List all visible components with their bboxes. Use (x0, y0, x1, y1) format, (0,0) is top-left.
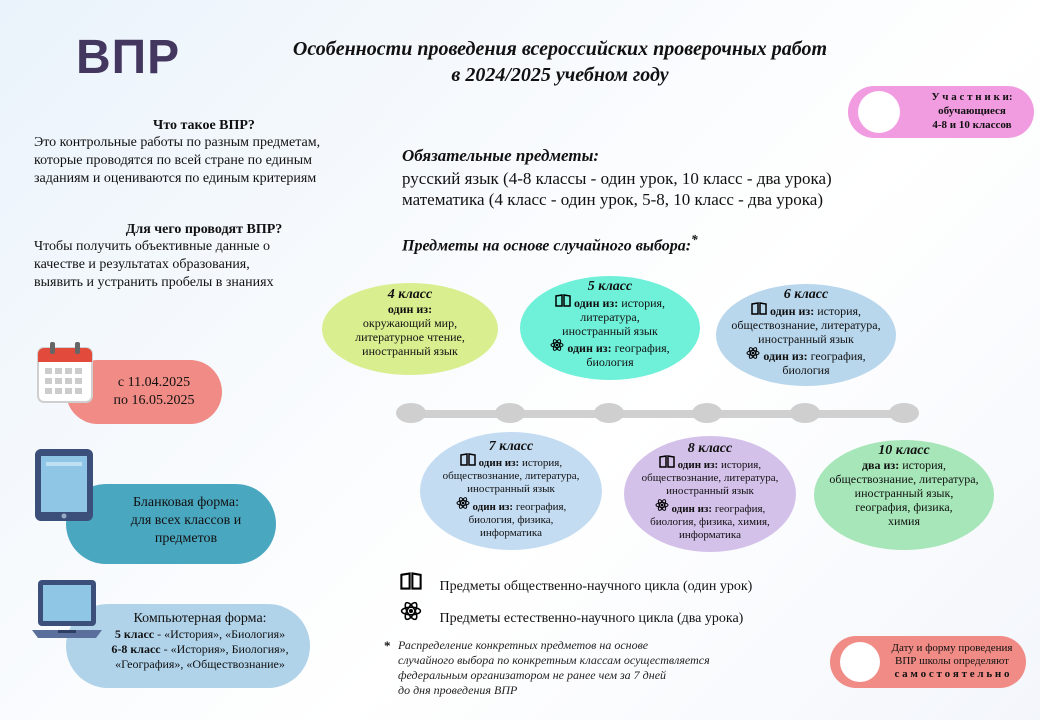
participants-line-1: обучающиеся (938, 105, 1006, 117)
book-icon (659, 455, 675, 472)
grade-7-science-1: география, (515, 501, 567, 513)
blank-line-1: Бланковая форма: (133, 495, 239, 510)
timeline-dot (594, 403, 624, 423)
grade-4-line-2: литературное чтение, (355, 330, 465, 344)
note-mark: * (384, 638, 391, 653)
grade-8-title: 8 класс (687, 441, 733, 456)
grade-8-social-1: история, (720, 459, 762, 471)
grade-5-title: 5 класс (587, 279, 633, 294)
grade-8-bubble (624, 436, 796, 552)
timeline-dot (495, 403, 525, 423)
title-line-2: в 2024/2025 учебном году (451, 64, 669, 86)
book-icon (460, 453, 476, 470)
grade-7-title: 7 класс (488, 439, 534, 454)
footnote-line-3: федеральным организатором не ранее чем за 7 дней (398, 668, 667, 682)
grade-10-choose: два из: (861, 458, 900, 472)
blank-line-2: для всех классов и (130, 513, 242, 528)
grade-7-choose-1: один из: (478, 457, 520, 469)
computer-line-5 (90, 627, 310, 642)
grade-6-choose-2: один из: (763, 349, 808, 363)
grade-10-line-5: химия (888, 514, 920, 528)
book-icon (400, 572, 422, 595)
grade-7-science-3: информатика (480, 527, 542, 539)
participants-line-2: 4-8 и 10 классов (932, 119, 1012, 131)
atom-icon (400, 600, 422, 627)
grade-8-social-3: иностранный язык (666, 485, 754, 497)
grade-7-science-2: биология, физика, (468, 514, 554, 526)
book-icon (751, 302, 767, 318)
grade-6-science-1: география, (810, 349, 866, 363)
computer-title: Компьютерная форма: (133, 611, 267, 626)
calendar-icon (36, 340, 94, 409)
participants-badge (848, 86, 1034, 138)
grade-4-line-3: иностранный язык (362, 344, 458, 358)
grade-7-bubble (420, 432, 602, 550)
page-title (200, 36, 920, 88)
why-line-3: выявить и устранить пробелы в знаниях (34, 275, 274, 290)
random-heading (402, 232, 698, 255)
mandatory-russian: русский язык (4-8 классы - один урок, 10 класс - два урока) (402, 169, 832, 188)
grade-5-social-2: литература, (580, 310, 640, 324)
school-pill (830, 636, 1026, 688)
random-mark: * (691, 232, 698, 247)
grade-10-line-1: история, (902, 458, 947, 472)
footnote-line-2: случайного выбора по конкретным классам осуществляется (398, 653, 710, 667)
grade-10-title: 10 класс (878, 443, 930, 458)
what-line-2: которые проводятся по всей стране по единым (34, 153, 312, 168)
what-line-1: Это контрольные работы по разным предметам, (34, 135, 321, 150)
grade-6-science-2: биология (782, 363, 830, 377)
grade-10-line-2: обществознание, литература, (829, 472, 979, 486)
school-line-1: Дату и форму проведения (891, 642, 1013, 654)
grade-7-social-3: иностранный язык (467, 483, 555, 495)
grade-10-bubble (814, 440, 994, 550)
grade-5-social-3: иностранный язык (562, 324, 658, 338)
blank-line-3: предметов (154, 531, 218, 546)
computer-5-label: 5 класс (114, 627, 155, 641)
grade-8-choose-2: один из: (671, 503, 713, 515)
timeline-bar (398, 410, 910, 418)
grade-8-science-3: информатика (679, 529, 741, 541)
legend-social (400, 572, 752, 595)
computer-68-text: - «История», Биология», (160, 642, 289, 656)
blank-form-pill (66, 484, 276, 564)
grade-5-science-1: география, (614, 341, 670, 355)
school-line-3: с а м о с т о я т е л ь н о (894, 668, 1010, 680)
why-heading: Для чего проводят ВПР? (125, 222, 283, 237)
atom-icon (655, 498, 669, 516)
computer-68-label: 6-8 класс (111, 642, 161, 656)
logo: ВПР (76, 31, 181, 84)
grade-7-social-2: обществознание, литература, (442, 470, 580, 482)
grade-6-social-3: иностранный язык (758, 332, 854, 346)
what-line-3: заданиям и оцениваются по единым критериям (34, 171, 317, 186)
computer-line-68 (90, 642, 310, 657)
laptop-icon (30, 578, 104, 647)
computer-5-text: - «История», «Биология» (154, 627, 286, 641)
grade-5-social-1: история, (621, 296, 666, 310)
book-icon (555, 294, 571, 310)
mandatory-heading: Обязательные предметы: (402, 146, 600, 165)
grade-7-social-1: история, (521, 457, 563, 469)
grade-6-social-2: обществознание, литература, (731, 318, 881, 332)
grade-5-science-2: биология (586, 355, 634, 369)
footnote-line-1: Распределение конкретных предметов на основе (398, 638, 649, 652)
grade-6-choose-1: один из: (769, 304, 815, 318)
why-line-1: Чтобы получить объективные данные о (34, 239, 271, 254)
grade-4-bubble (322, 283, 498, 375)
grade-6-title: 6 класс (783, 287, 829, 302)
legend-science (400, 600, 743, 627)
badge-circle (840, 642, 880, 682)
legend-social-text: Предметы общественно-научного цикла (один урок) (439, 579, 753, 594)
grade-8-science-2: биология, физика, химия, (650, 516, 770, 528)
computer-line-3: «География», «Обществознание» (115, 657, 285, 671)
grade-6-bubble (716, 284, 896, 386)
what-heading: Что такое ВПР? (153, 118, 255, 133)
timeline-dot (396, 403, 426, 423)
atom-icon (456, 496, 470, 514)
grade-10-line-3: иностранный язык, (854, 486, 954, 500)
grade-5-bubble (520, 276, 700, 380)
timeline-dot (790, 403, 820, 423)
grade-8-social-2: обществознание, литература, (641, 472, 779, 484)
what-section (34, 118, 374, 188)
grade-5-choose-1: один из: (573, 296, 619, 310)
dates-line-1: с 11.04.2025 (117, 375, 191, 390)
participants-label: У ч а с т н и к и: (931, 91, 1013, 103)
footnote-line-4: до дня проведения ВПР (398, 683, 518, 697)
grade-8-choose-1: один из: (677, 459, 719, 471)
tablet-icon (34, 448, 94, 527)
school-line-2: ВПР школы определяют (895, 655, 1009, 667)
badge-circle (858, 91, 900, 133)
grade-8-science-1: география, (714, 503, 766, 515)
grade-6-social-1: история, (817, 304, 862, 318)
mandatory-list (402, 168, 832, 210)
grade-10-line-4: география, физика, (855, 500, 953, 514)
dates-line-2: по 16.05.2025 (113, 393, 195, 408)
grade-4-line-1: окружающий мир, (362, 316, 458, 330)
atom-icon (746, 346, 760, 363)
why-line-2: качестве и результатах образования, (34, 257, 250, 272)
timeline-dot (889, 403, 919, 423)
grade-4-title: 4 класс (387, 287, 433, 302)
title-line-1: Особенности проведения всероссийских проверочных работ (292, 38, 828, 60)
grade-5-choose-2: один из: (567, 341, 612, 355)
timeline-dot (692, 403, 722, 423)
mandatory-math: математика (4 класс - один урок, 5-8, 10 класс - два урока) (402, 190, 824, 209)
footnote (398, 638, 818, 698)
why-section (34, 222, 374, 292)
random-heading-text: Предметы на основе случайного выбора: (402, 237, 692, 255)
grade-7-choose-2: один из: (472, 501, 514, 513)
legend-science-text: Предметы естественно-научного цикла (два урока) (439, 611, 744, 626)
grade-4-choose: один из: (387, 302, 433, 316)
atom-icon (550, 338, 564, 355)
